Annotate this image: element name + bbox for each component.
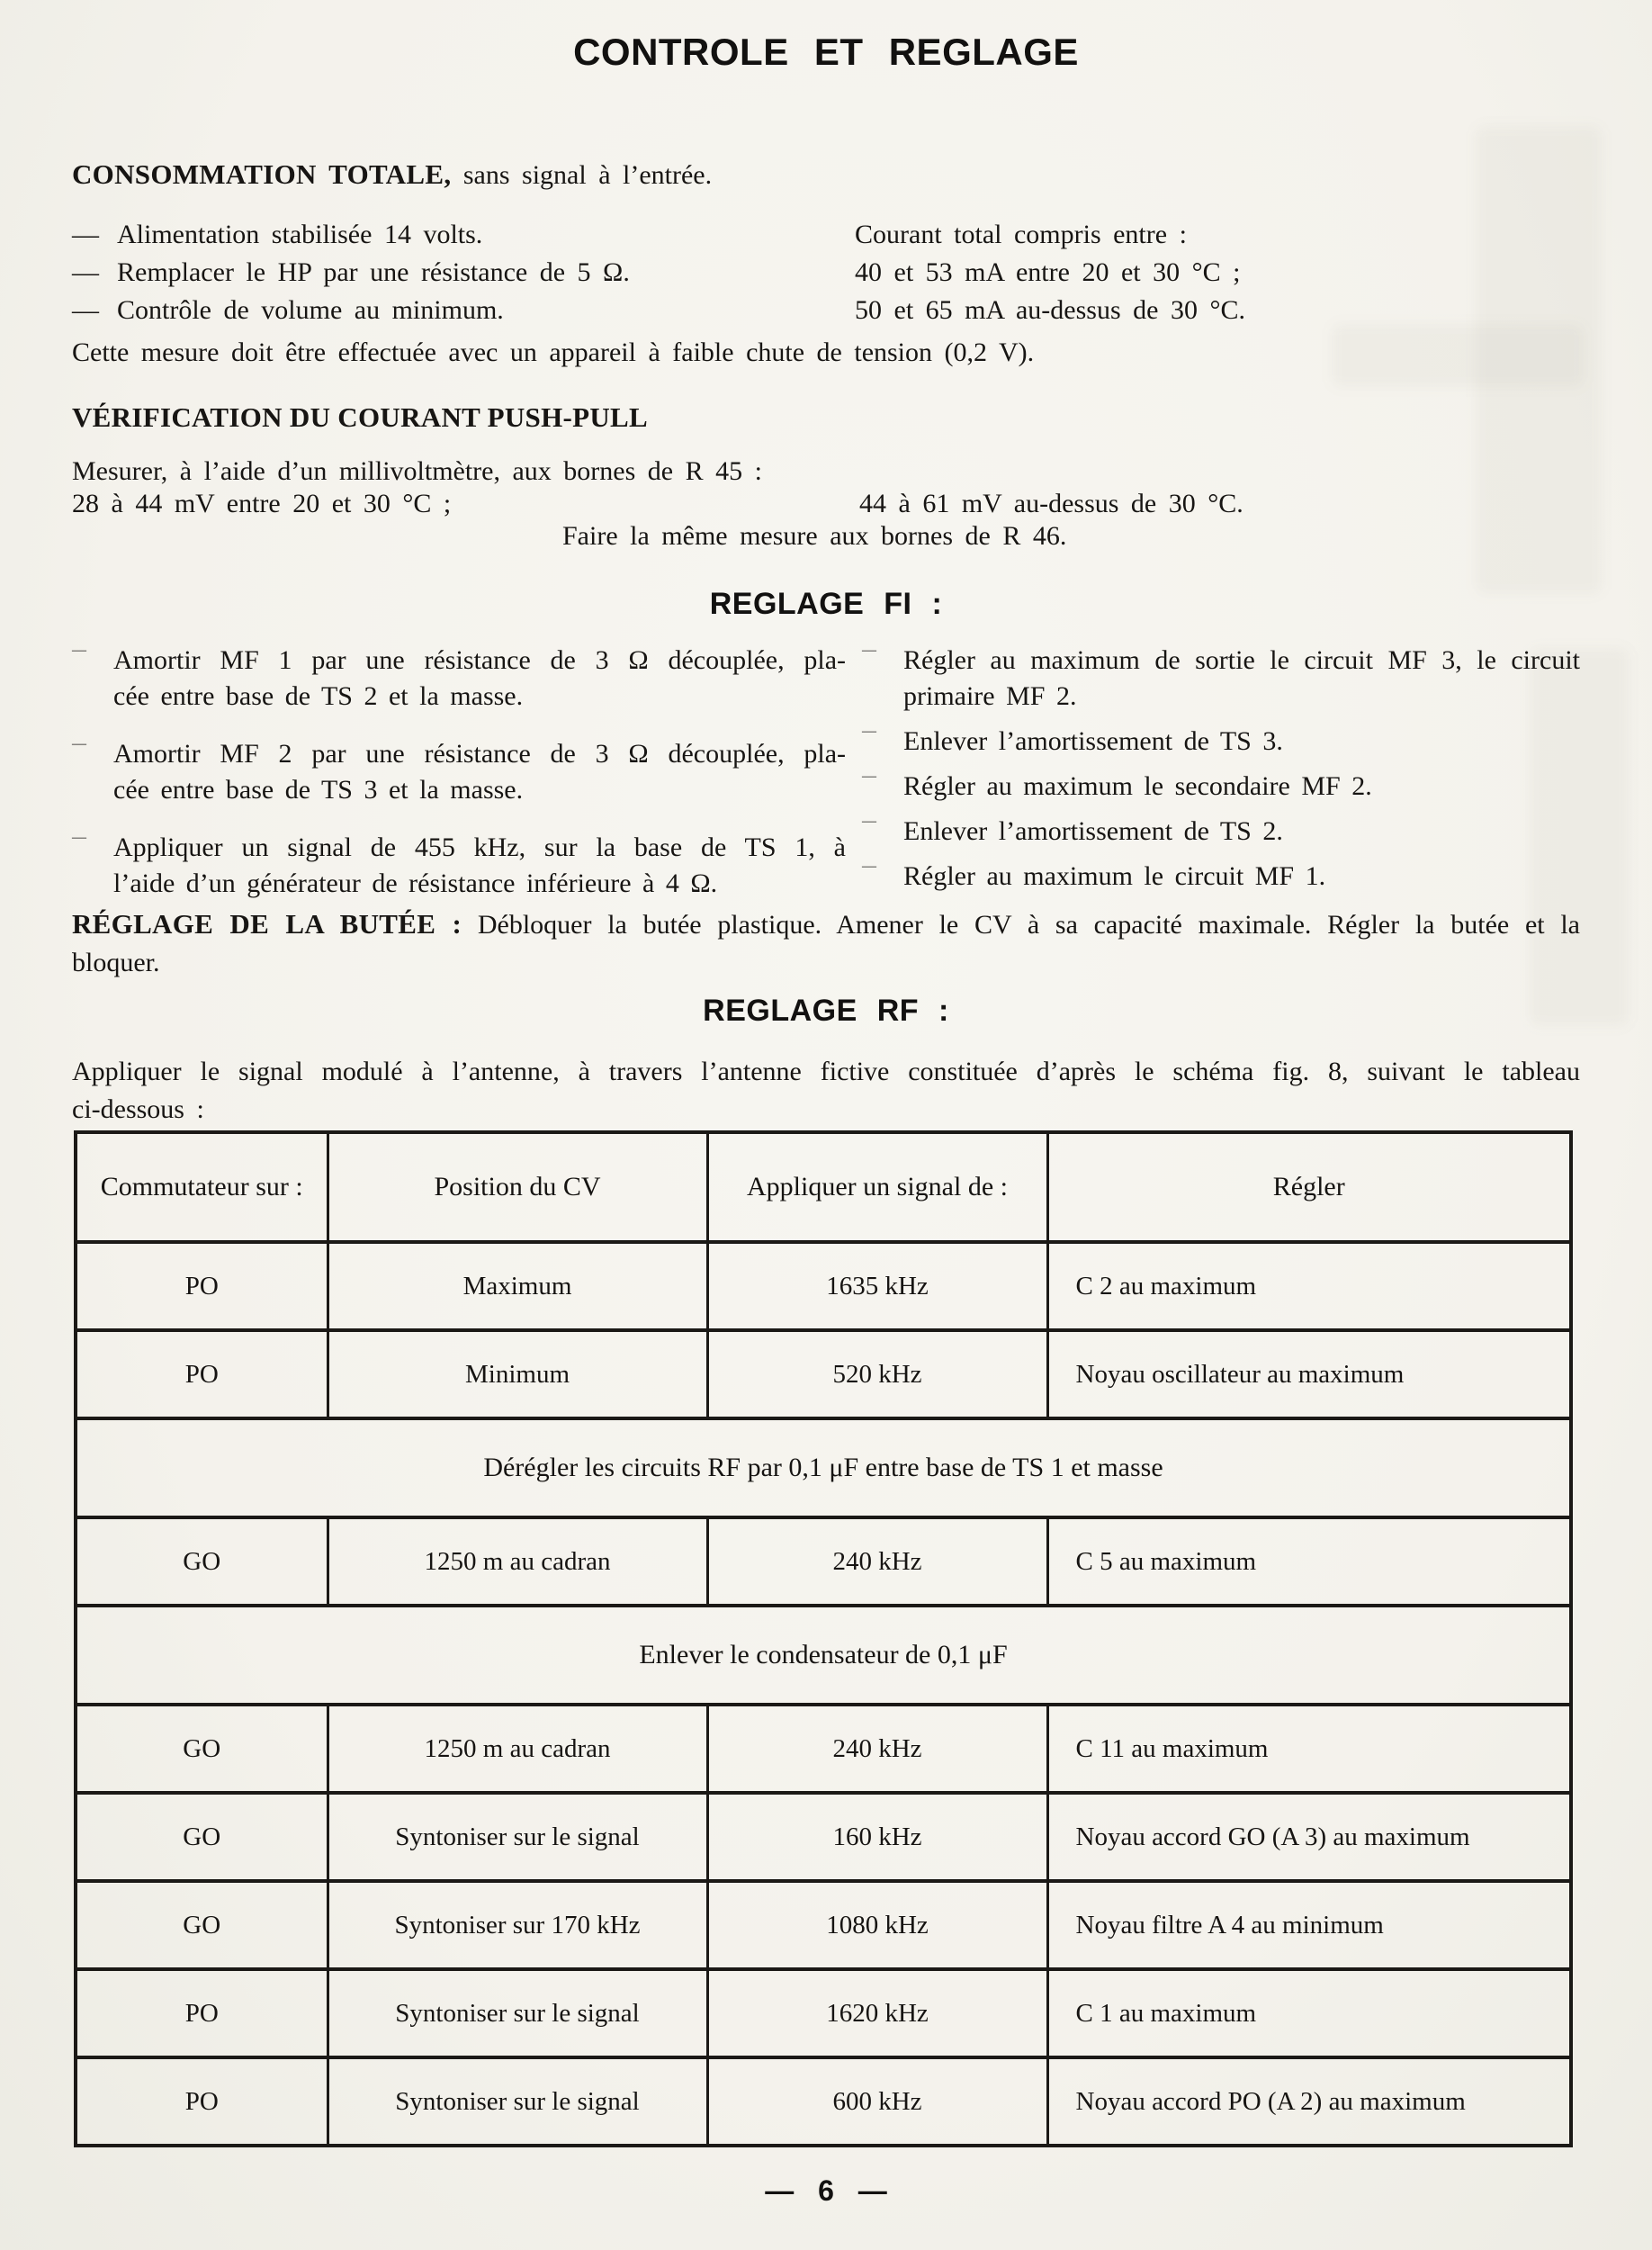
list-item: [862, 724, 1580, 760]
list-item: [72, 292, 864, 329]
table-cell: GO: [76, 1705, 328, 1793]
table-cell: Noyau filtre A 4 au minimum: [1047, 1881, 1571, 1969]
section-heading-reglage-fi: REGLAGE FI :: [709, 587, 943, 621]
list-item-line: Amortir MF 2 par une résistance de 3 Ω découplée, pla-: [113, 739, 846, 769]
table-cell: C 11 au maximum: [1047, 1705, 1571, 1793]
section-heading-consommation: [72, 158, 1580, 191]
section-heading-pushpull: VÉRIFICATION DU COURANT PUSH-PULL: [72, 401, 648, 433]
table-cell: Minimum: [328, 1330, 707, 1418]
table-cell: 520 kHz: [707, 1330, 1047, 1418]
reglage-fi-left-list: [72, 643, 846, 902]
list-item-text: Alimentation stabilisée 14 volts.: [117, 220, 483, 249]
consommation-current-values: [855, 216, 1521, 329]
table-cell: GO: [76, 1793, 328, 1881]
section-heading-bold: CONSOMMATION TOTALE,: [72, 158, 452, 190]
table-cell: Syntoniser sur le signal: [328, 1793, 707, 1881]
column-header-regler: Régler: [1047, 1132, 1571, 1242]
table-cell: C 5 au maximum: [1047, 1517, 1571, 1606]
consommation-conditions-list: [72, 216, 864, 329]
table-cell: GO: [76, 1517, 328, 1606]
list-item: [862, 859, 1580, 895]
reglage-fi-right-list: [862, 643, 1580, 895]
butee-text: Débloquer la butée plastique. Amener le CV à sa capacité maximale. Régler la butée et la: [462, 910, 1580, 940]
list-item: [862, 814, 1580, 850]
list-item: [72, 216, 864, 254]
rf-intro-line1: Appliquer le signal modulé à l’antenne, à travers l’antenne fictive constituée d’après le schéma fig. 8, suivant le tableau: [72, 1057, 1580, 1086]
table-cell: 600 kHz: [707, 2057, 1047, 2146]
table-cell: C 1 au maximum: [1047, 1969, 1571, 2057]
table-cell: PO: [76, 1242, 328, 1330]
list-item-line: Appliquer un signal de 455 kHz, sur la base de TS 1, à: [113, 832, 846, 862]
table-row: [76, 1881, 1571, 1969]
bullet-dash: —: [72, 736, 86, 752]
table-row: [76, 1330, 1571, 1418]
table-cell: 1635 kHz: [707, 1242, 1047, 1330]
list-item-line: Enlever l’amortissement de TS 3.: [903, 726, 1283, 756]
rf-adjustment-table: [74, 1130, 1573, 2147]
bullet-dash: —: [862, 814, 876, 829]
table-span-row: [76, 1606, 1571, 1705]
table-span-row: [76, 1418, 1571, 1517]
table-cell: 240 kHz: [707, 1705, 1047, 1793]
list-item: [72, 643, 846, 715]
table-cell: Noyau oscillateur au maximum: [1047, 1330, 1571, 1418]
list-item-text: Contrôle de volume au minimum.: [117, 295, 504, 325]
list-item-line: Amortir MF 1 par une résistance de 3 Ω découplée, pla-: [113, 645, 846, 675]
bullet-dash: —: [72, 257, 99, 287]
section-butee: [72, 905, 1580, 982]
list-item-line: cée entre base de TS 2 et la masse.: [113, 681, 524, 711]
table-row: [76, 2057, 1571, 2146]
list-item-lines: [113, 736, 846, 808]
list-item-lines: [903, 724, 1580, 760]
table-cell: 1080 kHz: [707, 1881, 1047, 1969]
table-row: [76, 1242, 1571, 1330]
pushpull-line1: Mesurer, à l’aide d’un millivoltmètre, aux bornes de R 45 :: [72, 456, 762, 486]
column-header-signal: Appliquer un signal de :: [707, 1132, 1047, 1242]
list-item-lines: [113, 830, 846, 902]
list-item-line: Régler au maximum le secondaire MF 2.: [903, 771, 1372, 801]
table-cell: PO: [76, 1969, 328, 2057]
table-cell: 1620 kHz: [707, 1969, 1047, 2057]
section-heading-rest: sans signal à l’entrée.: [451, 160, 713, 190]
list-item: [862, 769, 1580, 805]
list-item: [862, 643, 1580, 715]
table-cell: Noyau accord GO (A 3) au maximum: [1047, 1793, 1571, 1881]
table-row: [76, 1969, 1571, 2057]
list-item-text: Remplacer le HP par une résistance de 5 Ω.: [117, 257, 630, 287]
list-item-line: cée entre base de TS 3 et la masse.: [113, 775, 524, 805]
table-cell: 160 kHz: [707, 1793, 1047, 1881]
bullet-dash: —: [862, 859, 876, 874]
list-item: [72, 736, 846, 808]
pushpull-line3: Faire la même mesure aux bornes de R 46.: [562, 521, 1067, 551]
consommation-note: Cette mesure doit être effectuée avec un appareil à faible chute de tension (0,2 V).: [72, 338, 1035, 367]
list-item-line: primaire MF 2.: [903, 681, 1077, 711]
rf-intro-line2: ci-dessous :: [72, 1094, 204, 1124]
table-cell: Syntoniser sur le signal: [328, 2057, 707, 2146]
current-value-line: 50 et 65 mA au-dessus de 30 °C.: [855, 295, 1245, 325]
current-value-line: 40 et 53 mA entre 20 et 30 °C ;: [855, 257, 1241, 287]
bullet-dash: —: [862, 724, 876, 739]
table-cell: Syntoniser sur le signal: [328, 1969, 707, 2057]
table-cell: PO: [76, 2057, 328, 2146]
page-number: — 6 —: [765, 2174, 887, 2207]
bullet-dash: —: [72, 643, 86, 658]
list-item-lines: [903, 814, 1580, 850]
table-cell: 1250 m au cadran: [328, 1705, 707, 1793]
table-row: [76, 1705, 1571, 1793]
table-cell: 1250 m au cadran: [328, 1517, 707, 1606]
section-heading-reglage-rf: REGLAGE RF :: [703, 994, 949, 1028]
butee-line1: [72, 905, 1580, 944]
list-item-lines: [113, 643, 846, 715]
list-item-lines: [903, 859, 1580, 895]
list-item-line: Régler au maximum de sortie le circuit MF 3, le circuit: [903, 645, 1580, 675]
bullet-dash: —: [862, 769, 876, 784]
column-header-position-cv: Position du CV: [328, 1132, 707, 1242]
table-cell: PO: [76, 1330, 328, 1418]
table-cell: Syntoniser sur 170 kHz: [328, 1881, 707, 1969]
bullet-dash: —: [862, 643, 876, 658]
list-item-line: l’aide d’un générateur de résistance inférieure à 4 Ω.: [113, 868, 718, 898]
table-cell: GO: [76, 1881, 328, 1969]
table-cell: 240 kHz: [707, 1517, 1047, 1606]
page-title: CONTROLE ET REGLAGE: [573, 31, 1079, 73]
column-header-commutateur: Commutateur sur :: [76, 1132, 328, 1242]
list-item-lines: [903, 643, 1580, 715]
butee-line2: bloquer.: [72, 948, 160, 977]
table-row: [76, 1517, 1571, 1606]
table-row: [76, 1793, 1571, 1881]
pushpull-range-right: 44 à 61 mV au-dessus de 30 °C.: [859, 489, 1243, 518]
table-cell: Maximum: [328, 1242, 707, 1330]
list-item-lines: [903, 769, 1580, 805]
list-item: [72, 830, 846, 902]
bullet-dash: —: [72, 220, 99, 249]
list-item: [72, 254, 864, 292]
reglage-rf-intro: [72, 1053, 1580, 1129]
pushpull-range-left: 28 à 44 mV entre 20 et 30 °C ;: [72, 489, 452, 518]
current-value-line: Courant total compris entre :: [855, 220, 1187, 249]
pushpull-text: [72, 455, 1580, 553]
bullet-dash: —: [72, 830, 86, 845]
table-span-cell: Enlever le condensateur de 0,1 μF: [76, 1606, 1571, 1705]
table-cell: Noyau accord PO (A 2) au maximum: [1047, 2057, 1571, 2146]
table-cell: C 2 au maximum: [1047, 1242, 1571, 1330]
bullet-dash: —: [72, 295, 99, 325]
table-span-cell: Dérégler les circuits RF par 0,1 μF entre base de TS 1 et masse: [76, 1418, 1571, 1517]
pushpull-line2: [72, 488, 1580, 520]
butee-heading: RÉGLAGE DE LA BUTÉE :: [72, 908, 462, 940]
table-header-row: [76, 1132, 1571, 1242]
list-item-line: Régler au maximum le circuit MF 1.: [903, 861, 1326, 891]
list-item-line: Enlever l’amortissement de TS 2.: [903, 816, 1283, 846]
